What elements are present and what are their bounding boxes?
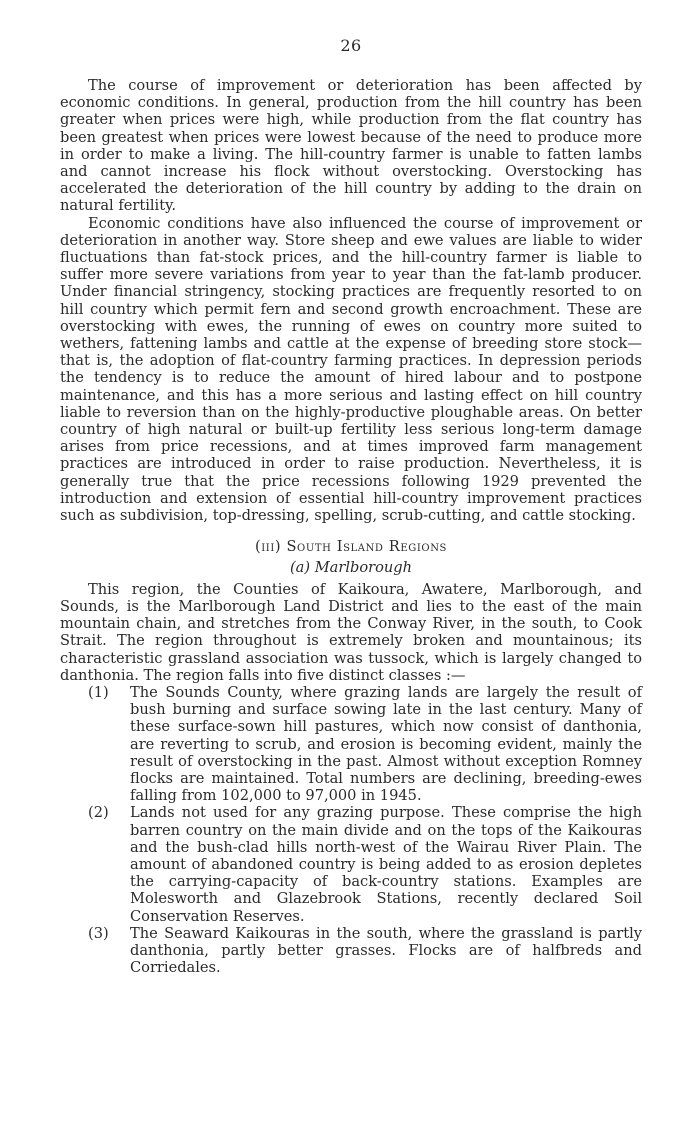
- document-page: [60, 36, 642, 976]
- page-number: 26: [340, 36, 362, 55]
- paragraph-economic-conditions: The course of improvement or deterioration has been affected by economic conditions. In general, production from the hill country has been greater when prices were high, while production from the flat country has been greatest when prices were lowest because of the need to produce more in order to make a living. The hill-country farmer is unable to fatten lambs and cannot increase his flock without overstocking. Overstocking has accelerated the deterioration of the hill country by adding to the drain on natural fertility.: [60, 77, 642, 215]
- list-item: [60, 684, 642, 804]
- list-item-number: (1): [88, 683, 109, 701]
- subsection-heading: (a) Marlborough: [289, 559, 413, 577]
- list-item-text: The Seaward Kaikouras in the south, where the grassland is partly danthonia, partly better grasses. Flocks are of halfbreds and Corriedales.: [130, 924, 642, 977]
- region-classes-list: [60, 684, 642, 976]
- list-item: [60, 925, 642, 977]
- paragraph-region: This region, the Counties of Kaikoura, Awatere, Marlborough, and Sounds, is the Marlborough Land District and lies to the east of the main mountain chain, and stretches from the Conway River, in the south, to Cook Strait. The region throughout is extremely broken and mountainous; its characteristic grassland association was tussock, which is largely changed to danthonia. The region falls into five distinct classes :—: [60, 580, 642, 684]
- paragraph-economic-influence: Economic conditions have also influenced the course of improvement or deterioration in another way. Store sheep and ewe values are liable to wider fluctuations than fat-stock prices, and the hill-country farmer is liable to suffer more severe variations from year to year than the fat-lamb producer. Under financial stringency, stocking practices are frequently resorted to on hill country which permit fern and second growth encroachment. These are overstocking with ewes, the running of ewes on country more suited to wethers, fattening lambs and cattle at the expense of breeding store stock—that is, the adoption of flat-country farming practices. In depression periods the tendency is to reduce the amount of hired labour and to postpone maintenance, and this has a more serious and lasting effect on hill country liable to reversion than on the highly-productive ploughable areas. On better country of high natural or built-up fertility less serious long-term damage arises from price recessions, and at times improved farm management practices are introduced in order to raise production. Nevertheless, it is generally true that the price recessions following 1929 prevented the introduction and extension of essential hill-country improvement practices such as subdivision, top-dressing, spelling, scrub-cutting, and cattle stocking.: [60, 214, 642, 525]
- list-item-text: Lands not used for any grazing purpose. These comprise the high barren country on the main divide and on the tops of the Kaikouras and the bush-clad hills north-west of the Wairau River Plain. The amount of abandoned country is being added to as erosion depletes the carrying-capacity of back-country stations. Examples are Molesworth and Glazebrook Stations, recently declared Soil Conservation Reserves.: [130, 804, 642, 925]
- list-item: [60, 804, 642, 924]
- list-item-text: The Sounds County, where grazing lands are largely the result of bush burning and surface sowing late in the last century. Many of these surface-sown hill pastures, which now consist of danthonia, are reverting to scrub, and erosion is becoming evident, mainly the result of overstocking in the past. Almost without exception Romney flocks are maintained. Total numbers are declining, breeding-ewes falling from 102,000 to 97,000 in 1945.: [130, 683, 642, 805]
- section-heading: (iii) South Island Regions: [254, 538, 448, 556]
- list-item-number: (2): [88, 804, 109, 822]
- list-item-number: (3): [88, 924, 109, 942]
